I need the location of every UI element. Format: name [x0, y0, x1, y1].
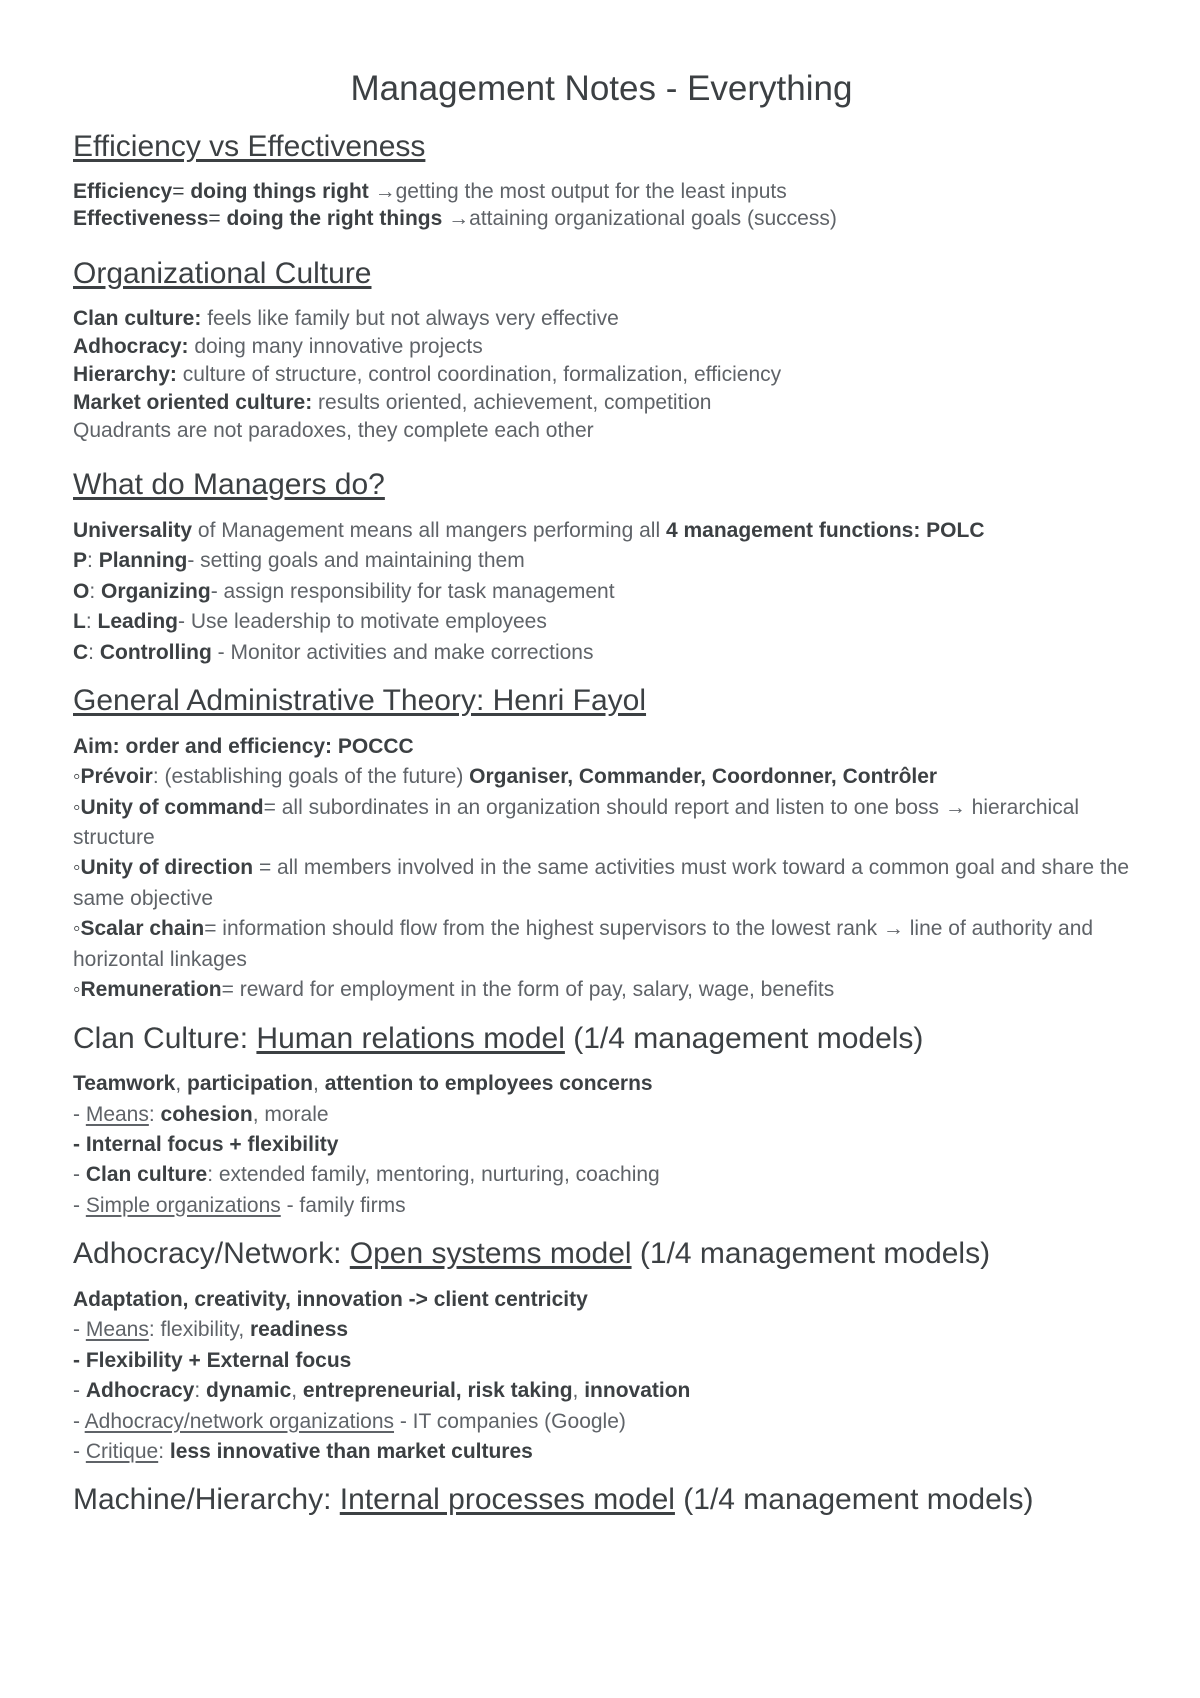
heading-text: (1/4 management models)	[631, 1237, 991, 1271]
term: doing things right	[190, 179, 369, 203]
text: -	[73, 1193, 86, 1217]
heading-text: (1/4 management models)	[564, 1021, 924, 1055]
letter: L	[73, 610, 86, 634]
text: culture of structure, control coordination, formalization, efficiency	[176, 362, 782, 386]
term: - Internal focus + flexibility	[73, 1132, 339, 1156]
list-item	[73, 1346, 1130, 1376]
text: - family firms	[280, 1193, 406, 1217]
text: = information should flow from the highest supervisors to the lowest rank → line of authority and horizontal linkages	[73, 917, 1094, 971]
term: Hierarchy:	[73, 362, 177, 386]
text: =	[172, 179, 191, 203]
text: : (establishing goals of the future)	[152, 765, 470, 789]
list-item	[73, 1376, 1130, 1406]
text: = all members involved in the same activities must work toward a common goal and share the same objective	[73, 856, 1130, 910]
text: - Monitor activities and make corrections	[211, 640, 594, 664]
section-body	[73, 178, 1130, 234]
text: of Management means all mangers performing all	[192, 518, 666, 542]
text: Simple organizations	[85, 1193, 281, 1217]
text: feels like family but not always very effective	[201, 306, 619, 330]
heading-text: What do Managers do?	[73, 468, 385, 502]
term: Planning	[98, 549, 188, 573]
section-body	[73, 1285, 1130, 1468]
list-item	[73, 305, 1130, 333]
list-item	[73, 1191, 1130, 1221]
text: ,	[291, 1379, 303, 1403]
term: Adhocracy	[85, 1379, 195, 1403]
text: -	[73, 1379, 86, 1403]
term: Efficiency	[73, 179, 173, 203]
letter: O	[73, 579, 90, 603]
term: doing the right things	[226, 207, 443, 231]
term: ◦Unity of command	[73, 795, 264, 819]
text: - IT companies (Google)	[394, 1409, 626, 1433]
term: entrepreneurial, risk taking	[302, 1379, 573, 1403]
term: 4 management functions: POLC	[665, 518, 985, 542]
text: Means	[85, 1318, 149, 1342]
term: cohesion	[160, 1102, 253, 1126]
term: Effectiveness	[73, 207, 209, 231]
term: Universality	[73, 518, 193, 542]
list-item	[73, 793, 1130, 854]
section-body	[73, 516, 1130, 668]
list-item	[73, 975, 1130, 1005]
section-clan-culture	[73, 1020, 1130, 1222]
term: Organiser, Commander, Coordonner, Contrôler	[469, 765, 938, 789]
letter: P	[73, 549, 88, 573]
text: doing many innovative projects	[188, 334, 483, 358]
list-item	[73, 762, 1130, 792]
page-title: Management Notes - Everything	[350, 69, 853, 108]
aim-line	[73, 732, 1130, 762]
section-body	[73, 1069, 1130, 1221]
list-item	[73, 361, 1130, 389]
text: , morale	[252, 1102, 329, 1126]
term: - Flexibility + External focus	[73, 1348, 352, 1372]
term: Teamwork	[73, 1072, 176, 1096]
letter: C	[73, 640, 89, 664]
term: Adaptation, creativity, innovation -> client centricity	[73, 1287, 588, 1311]
line-effectiveness	[73, 205, 1130, 233]
section-body	[73, 305, 1130, 445]
text: : flexibility,	[148, 1318, 250, 1342]
text: - assign responsibility for task management	[210, 579, 615, 603]
term: Clan culture:	[73, 306, 202, 330]
heading-text: Efficiency vs Effectiveness	[73, 130, 426, 163]
text: - Use leadership to motivate employees	[178, 610, 547, 634]
text: - setting goals and maintaining them	[187, 549, 525, 573]
intro-line	[73, 1285, 1130, 1315]
text: :	[194, 1379, 207, 1403]
list-item	[73, 1100, 1130, 1130]
heading-text: Internal processes model	[339, 1483, 675, 1517]
list-item	[73, 1407, 1130, 1437]
text: Means	[85, 1102, 149, 1126]
text: :	[88, 640, 100, 664]
text: results oriented, achievement, competition	[312, 390, 712, 414]
section-hierarchy	[73, 1481, 1130, 1519]
term: attention to employees concerns	[324, 1072, 653, 1096]
term: Controlling	[99, 640, 212, 664]
text: :	[89, 579, 102, 603]
text: :	[158, 1439, 170, 1463]
text: = all subordinates in an organization should report and listen to one boss → hierarchical structure	[73, 795, 1080, 849]
term: Aim: order and efficiency: POCCC	[73, 734, 414, 758]
section-heading	[73, 1020, 1130, 1058]
list-item	[73, 914, 1130, 975]
section-heading	[73, 255, 1130, 293]
heading-text: Organizational Culture	[73, 257, 372, 291]
term: Leading	[97, 610, 179, 634]
list-item	[73, 333, 1130, 361]
line-efficiency	[73, 178, 1130, 206]
text: ,	[572, 1379, 585, 1403]
text: Critique	[85, 1439, 159, 1463]
section-fayol	[73, 682, 1130, 1005]
heading-text: Clan Culture:	[73, 1021, 257, 1055]
intro-line	[73, 516, 1130, 546]
list-item	[73, 546, 1130, 576]
term: less innovative than market cultures	[169, 1439, 533, 1463]
term: innovation	[584, 1379, 691, 1403]
heading-text: Machine/Hierarchy:	[73, 1483, 340, 1517]
list-item	[73, 389, 1130, 417]
term: Market oriented culture:	[73, 390, 313, 414]
section-heading	[73, 1235, 1130, 1273]
term: ◦Scalar chain	[73, 917, 205, 941]
term: Clan culture	[85, 1163, 208, 1187]
term: ◦Prévoir	[73, 765, 153, 789]
list-item	[73, 1315, 1130, 1345]
list-item	[73, 607, 1130, 637]
text: -	[73, 1102, 86, 1126]
list-item	[73, 853, 1130, 914]
heading-text: Human relations model	[256, 1021, 565, 1055]
section-heading	[73, 128, 1130, 166]
text: :	[148, 1102, 161, 1126]
text: : extended family, mentoring, nurturing, coaching	[207, 1163, 660, 1187]
section-heading	[73, 682, 1130, 720]
list-item	[73, 577, 1130, 607]
list-item	[73, 1437, 1130, 1467]
heading-text: Open systems model	[349, 1237, 632, 1271]
list-item	[73, 1130, 1130, 1160]
section-heading	[73, 1481, 1130, 1519]
text: ,	[175, 1072, 187, 1096]
term: ◦Unity of direction	[73, 856, 254, 880]
text: →attaining organizational goals (success)	[442, 207, 837, 231]
term: dynamic	[206, 1379, 292, 1403]
heading-text: Adhocracy/Network:	[73, 1237, 350, 1271]
heading-text: (1/4 management models)	[674, 1483, 1034, 1517]
text: = reward for employment in the form of pay, salary, wage, benefits	[221, 978, 835, 1002]
intro-line	[73, 1069, 1130, 1099]
note: Quadrants are not paradoxes, they complete each other	[73, 418, 594, 442]
text: Adhocracy/network organizations	[84, 1409, 395, 1433]
section-heading	[73, 466, 1130, 504]
text: -	[73, 1163, 86, 1187]
text: -	[73, 1409, 85, 1433]
text: →getting the most output for the least inputs	[368, 179, 787, 203]
text: :	[85, 610, 98, 634]
text: -	[73, 1318, 86, 1342]
section-body	[73, 732, 1130, 1006]
term: ◦Remuneration	[73, 978, 222, 1002]
text: =	[208, 207, 227, 231]
section-adhocracy	[73, 1235, 1130, 1467]
section-organizational-culture	[73, 255, 1130, 444]
list-item	[73, 1160, 1130, 1190]
heading-text: General Administrative Theory: Henri Fayol	[73, 684, 647, 718]
text: :	[87, 549, 99, 573]
term: participation	[187, 1072, 314, 1096]
text: -	[73, 1439, 86, 1463]
term: Adhocracy:	[73, 334, 189, 358]
term: readiness	[250, 1318, 349, 1342]
section-efficiency	[73, 128, 1130, 233]
text: ,	[313, 1072, 325, 1096]
section-managers	[73, 466, 1130, 668]
list-item	[73, 638, 1130, 668]
term: Organizing	[101, 579, 211, 603]
